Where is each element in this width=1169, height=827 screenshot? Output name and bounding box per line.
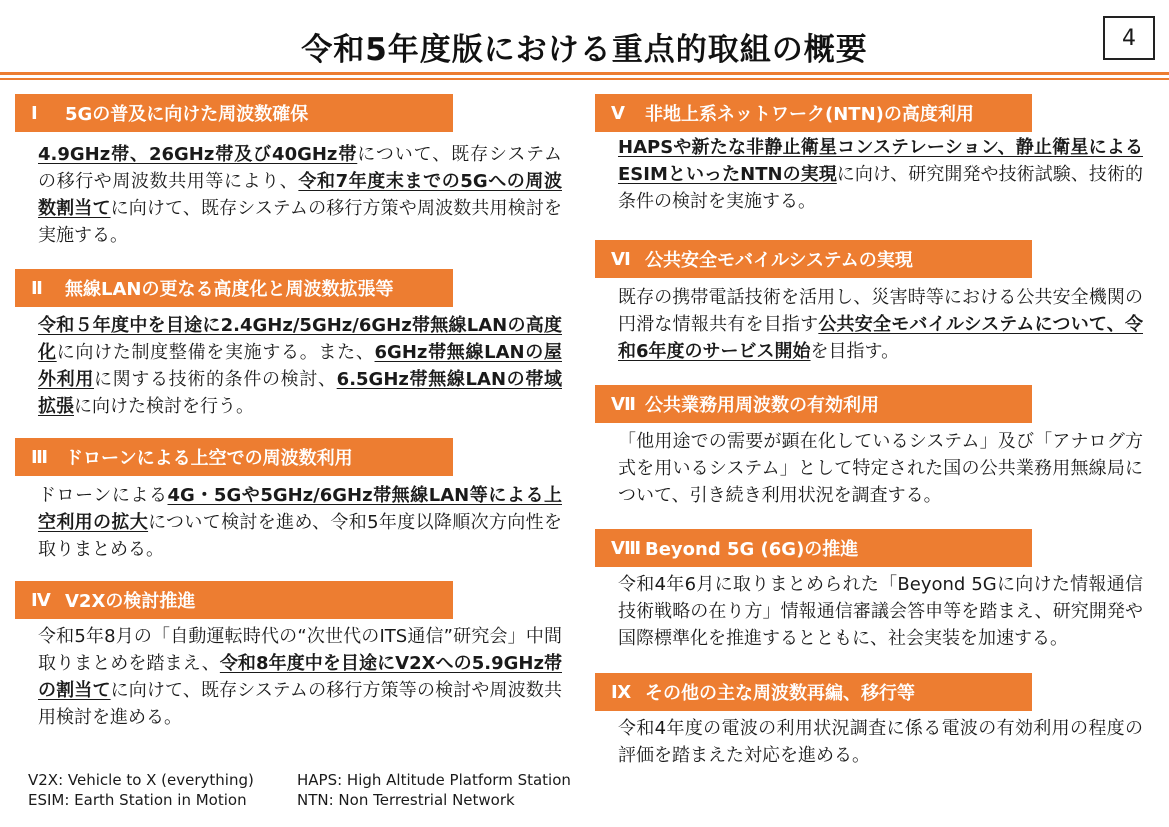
body-text: 既存の携帯電話技術を活用し、災害時等における公共安全機関の円滑な情報共有を目指す — [618, 287, 1143, 335]
section-9-body — [618, 715, 1143, 769]
section-heading: 公共安全モバイルシステムの実現 — [645, 250, 913, 271]
section-number: Ⅶ — [611, 393, 636, 415]
section-number: Ⅵ — [611, 248, 631, 270]
emphasis-text: 4G・5Gや5GHz/6GHz帯無線LAN等による上空利用の拡大 — [38, 485, 562, 533]
section-1-body — [38, 141, 562, 249]
emphasis-text: 6.5GHz帯無線LANの帯域拡張 — [38, 369, 562, 417]
body-text: について検討を進め、令和5年度以降順次方向性を取りまとめる。 — [38, 512, 562, 560]
emphasis-text: 令和7年度末までの5Gへの周波数割当て — [38, 171, 562, 219]
section-6-header — [595, 240, 1032, 278]
body-text: に向けて、既存システムの移行方策や周波数共用検討を実施する。 — [38, 198, 562, 246]
body-text: に向けた制度整備を実施する。また、 — [56, 342, 375, 363]
section-heading: Beyond 5G (6G)の推進 — [645, 539, 859, 560]
footnote-esim: ESIM: Earth Station in Motion — [28, 791, 247, 809]
section-number: Ⅷ — [611, 537, 642, 559]
section-7-body — [618, 428, 1143, 509]
section-number: Ⅳ — [31, 589, 51, 611]
section-heading: ドローンによる上空での周波数利用 — [65, 448, 353, 469]
title-rule — [0, 72, 1169, 75]
section-6-body — [618, 284, 1143, 365]
emphasis-text: 令和５年度中を目途に2.4GHz/5GHz/6GHz帯無線LANの高度化 — [38, 315, 562, 363]
section-4-body — [38, 623, 562, 731]
section-5-header — [595, 94, 1032, 132]
section-number: Ⅸ — [611, 681, 632, 703]
section-3-body — [38, 482, 562, 563]
body-text: 「他用途での需要が顕在化しているシステム」及び「アナログ方式を用いるシステム」として特定された国の公共業務用無線局について、引き続き利用状況を調査する。 — [618, 431, 1143, 506]
section-5-body — [618, 134, 1143, 215]
emphasis-text: 令和8年度中を目途にV2Xへの5.9GHz帯の割当て — [38, 653, 562, 701]
body-text: について、既存システムの移行や周波数共用等により、 — [38, 144, 562, 192]
section-8-header — [595, 529, 1032, 567]
footnote-haps: HAPS: High Altitude Platform Station — [297, 771, 571, 789]
body-text: に向けた検討を行う。 — [74, 396, 254, 417]
body-text: に関する技術的条件の検討、 — [94, 369, 337, 390]
emphasis-text: HAPSや新たな非静止衛星コンステレーション、静止衛星によるESIMといったNTNの実現 — [618, 137, 1143, 185]
section-3-header — [15, 438, 453, 476]
section-9-header — [595, 673, 1032, 711]
section-heading: 公共業務用周波数の有効利用 — [645, 395, 879, 416]
body-text: に向け、研究開発や技術試験、技術的条件の検討を実施する。 — [618, 164, 1143, 212]
body-text: 令和4年6月に取りまとめられた「Beyond 5Gに向けた情報通信技術戦略の在り方」情報通信審議会答申等を踏まえ、研究開発や国際標準化を推進するとともに、社会実装を加速する。 — [618, 574, 1143, 649]
footnote-v2x: V2X: Vehicle to X (everything) — [28, 771, 254, 789]
emphasis-text: 6GHz帯無線LANの屋外利用 — [38, 342, 562, 390]
body-text: 令和4年度の電波の利用状況調査に係る電波の有効利用の程度の評価を踏まえた対応を進める。 — [618, 718, 1143, 766]
emphasis-text: 4.9GHz帯、26GHz帯及び40GHz帯 — [38, 144, 358, 165]
section-8-body — [618, 571, 1143, 652]
section-heading: 非地上系ネットワーク(NTN)の高度利用 — [645, 104, 974, 125]
section-2-body — [38, 312, 562, 420]
title-rule-secondary — [0, 78, 1169, 80]
section-2-header — [15, 269, 453, 307]
page-number: 4 — [1103, 16, 1155, 60]
section-4-header — [15, 581, 453, 619]
footnote-ntn: NTN: Non Terrestrial Network — [297, 791, 515, 809]
section-heading: 5Gの普及に向けた周波数確保 — [65, 104, 309, 125]
body-text: に向けて、既存システムの移行方策等の検討や周波数共用検討を進める。 — [38, 680, 562, 728]
section-number: Ⅰ — [31, 102, 38, 124]
section-heading: 無線LANの更なる高度化と周波数拡張等 — [65, 279, 394, 300]
emphasis-text: 公共安全モバイルシステムについて、令和6年度のサービス開始 — [618, 314, 1143, 362]
body-text: ドローンによる — [38, 485, 168, 506]
section-number: Ⅴ — [611, 102, 625, 124]
section-heading: その他の主な周波数再編、移行等 — [645, 683, 915, 704]
body-text: を目指す。 — [810, 341, 900, 362]
section-heading: V2Xの検討推進 — [65, 591, 196, 612]
section-number: Ⅲ — [31, 446, 49, 468]
body-text: 令和5年8月の「自動運転時代の“次世代のITS通信”研究会」中間取りまとめを踏まえ、 — [38, 626, 562, 674]
section-7-header — [595, 385, 1032, 423]
page-title: 令和5年度版における重点的取組の概要 — [301, 32, 868, 68]
section-1-header — [15, 94, 453, 132]
section-number: Ⅱ — [31, 277, 43, 299]
